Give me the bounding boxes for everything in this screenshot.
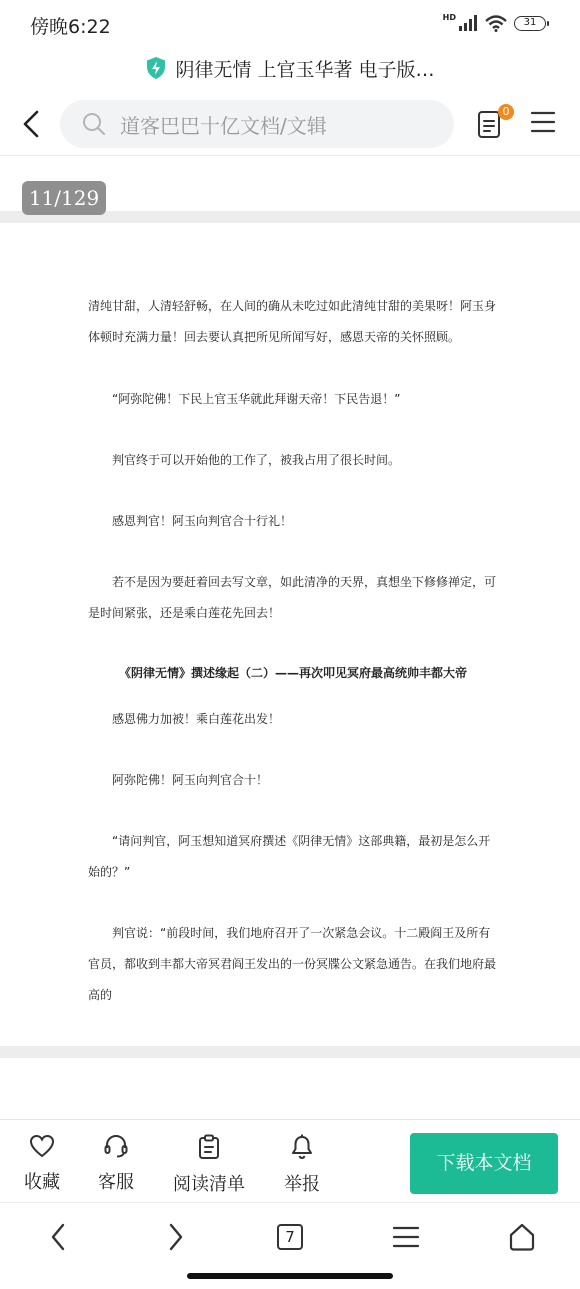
report-button[interactable] xyxy=(282,1134,322,1196)
paragraph: “请问判官，阿玉想知道冥府撰述《阴律无情》这部典籍，最初是怎么开始的？” xyxy=(88,834,491,879)
download-document-button[interactable]: 下载本文档 xyxy=(410,1133,558,1194)
paragraph: 清纯甘甜，人清轻舒畅，在人间的确从未吃过如此清纯甘甜的美果呀！阿玉身体顿时充满力量！回去要认真把所见所闻写好，感恩天帝的关怀照顾。 xyxy=(88,299,497,344)
chevron-right-icon xyxy=(168,1223,184,1251)
favorite-label: 收藏 xyxy=(24,1172,60,1193)
bell-icon xyxy=(290,1134,314,1160)
tabs-button[interactable] xyxy=(270,1219,310,1255)
back-button[interactable] xyxy=(16,106,46,142)
battery-indicator: 31 xyxy=(514,16,546,31)
signal-icon xyxy=(458,15,478,31)
home-button[interactable] xyxy=(502,1219,542,1255)
reading-list-label: 阅读清单 xyxy=(173,1174,245,1195)
clipboard-icon xyxy=(197,1134,221,1160)
status-icons xyxy=(443,14,546,32)
document-page xyxy=(0,223,580,1046)
paragraph: 感恩判官！阿玉向判官合十行礼！ xyxy=(112,514,293,528)
browser-header xyxy=(0,92,580,156)
favorite-button[interactable] xyxy=(22,1134,62,1194)
hamburger-menu-icon xyxy=(530,110,556,134)
chevron-left-icon xyxy=(50,1223,66,1251)
paragraph: 判官终于可以开始他的工作了，被我占用了很长时间。 xyxy=(112,453,401,467)
paragraph: 判官说：“前段时间，我们地府召开了一次紧急会议。十二殿阎王及所有官员，都收到丰都大帝冥君阎王发出的一份冥牒公文紧急通告。在我们地府最高的 xyxy=(88,926,497,1002)
section-heading: 《阴律无情》撰述缘起（二）——再次叩见冥府最高统帅丰都大帝 xyxy=(118,666,467,680)
headset-icon xyxy=(103,1134,129,1158)
hamburger-menu-icon xyxy=(392,1225,420,1249)
tab-count: 7 xyxy=(277,1224,303,1250)
search-input[interactable] xyxy=(60,100,454,148)
page-counter: 11/129 xyxy=(22,181,106,215)
search-icon xyxy=(82,112,106,136)
paragraph: 若不是因为要赶着回去写文章，如此清净的天界，真想坐下修修禅定，可是时间紧张，还是乘白莲花先回去！ xyxy=(88,575,497,620)
document-list-button[interactable] xyxy=(474,106,508,142)
paragraph: 阿弥陀佛！阿玉向判官合十！ xyxy=(112,773,269,787)
page-title-bar xyxy=(0,48,580,88)
shield-lightning-icon xyxy=(145,56,167,80)
document-reader[interactable] xyxy=(0,157,580,1119)
network-type-label: HD xyxy=(442,13,456,22)
home-indicator[interactable] xyxy=(187,1273,393,1279)
browser-menu-button[interactable] xyxy=(386,1219,426,1255)
browser-forward-button[interactable] xyxy=(156,1219,196,1255)
action-bar xyxy=(0,1119,580,1201)
paragraph: “阿弥陀佛！下民上官玉华就此拜谢天帝！下民告退！” xyxy=(112,392,401,406)
paragraph: 感恩佛力加被！乘白莲花出发！ xyxy=(112,712,281,726)
wifi-icon xyxy=(484,14,508,32)
browser-back-button[interactable] xyxy=(38,1219,78,1255)
status-time: 傍晚6:22 xyxy=(30,16,111,38)
reading-list-button[interactable] xyxy=(170,1134,248,1196)
customer-service-label: 客服 xyxy=(98,1172,134,1193)
heart-icon xyxy=(29,1134,55,1158)
page-title: 阴律无情 上官玉华著 电子版… xyxy=(175,58,435,81)
menu-button[interactable] xyxy=(530,110,560,138)
customer-service-button[interactable] xyxy=(96,1134,136,1194)
page-separator xyxy=(0,1046,580,1058)
search-placeholder: 道客巴巴十亿文档/文辑 xyxy=(120,113,327,138)
chevron-left-icon xyxy=(22,110,40,138)
document-count-badge: 0 xyxy=(498,104,514,120)
status-bar xyxy=(0,0,580,48)
browser-navigation xyxy=(0,1202,580,1289)
home-icon xyxy=(507,1222,537,1252)
report-label: 举报 xyxy=(284,1174,320,1195)
